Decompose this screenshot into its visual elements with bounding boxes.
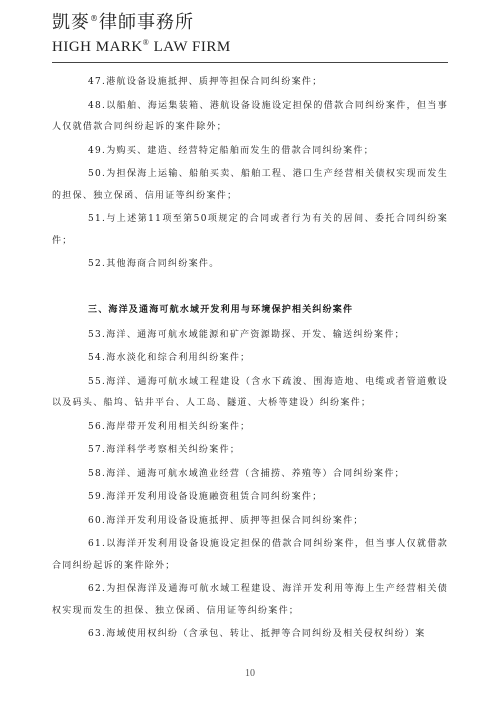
firm-name-english — [52, 34, 452, 56]
list-item: 58.海洋、通海可航水域渔业经营（含捕捞、养殖等）合同纠纷案件； — [88, 468, 405, 479]
registered-mark-icon: ® — [90, 14, 99, 23]
list-item: 59.海洋开发利用设备设施融资租赁合同纠纷案件； — [88, 492, 323, 502]
list-item: 54.海水淡化和综合利用纠纷案件； — [88, 353, 251, 363]
list-item: 55.海洋、通海可航水域工程建设（含水下疏浚、围海造地、电缆或者管道敷设以及码头、船坞、钻井平台、人工岛、隧道、大桥等建设）纠纷案件； — [52, 376, 448, 408]
header-divider — [52, 62, 448, 63]
list-item: 63.海域使用权纠纷（含承包、转让、抵押等合同纠纷及相关侵权纠纷）案 — [88, 629, 426, 639]
list-item: 53.海洋、通海可航水域能源和矿产资源勘探、开发、输送纠纷案件； — [88, 329, 405, 340]
firm-name-en-part1: HIGH MARK — [52, 39, 143, 55]
firm-name-cn-part2: 律師事務所 — [99, 12, 194, 33]
firm-name-cn-part1: 凱麥 — [52, 12, 90, 33]
list-item: 52.其他海商合同纠纷案件。 — [88, 259, 220, 269]
firm-name-en-part2: LAW FIRM — [153, 39, 231, 55]
page-number: 10 — [245, 668, 255, 679]
section-heading: 三、海洋及通海可航水域开发利用与环境保护相关纠纷案件 — [88, 304, 354, 315]
document-body — [52, 72, 448, 648]
list-item: 48.以船舶、海运集装箱、港航设备设施设定担保的借款合同纠纷案件，但当事人仅就借款合同纠纷起诉的案件除外； — [52, 100, 448, 132]
list-item: 49.为购买、建造、经营特定船舶而发生的借款合同纠纷案件； — [88, 145, 375, 156]
firm-name-chinese — [52, 8, 452, 34]
list-item: 61.以海洋开发利用设备设施设定担保的借款合同纠纷案件，但当事人仅就借款合同纠纷起诉的案件除外； — [52, 539, 448, 571]
list-item: 60.海洋开发利用设备设施抵押、质押等担保合同纠纷案件； — [88, 515, 364, 526]
list-item: 51.与上述第11项至第50项规定的合同或者行为有关的居间、委托合同纠纷案件； — [52, 214, 448, 246]
list-item: 62.为担保海洋及通海可航水域工程建设、海洋开发利用等海上生产经营相关债权实现而发生的担保、独立保函、信用证等纠纷案件； — [52, 584, 448, 616]
list-item: 50.为担保海上运输、船舶买卖、船舶工程、港口生产经营相关债权实现而发生的担保、独立保函、信用证等纠纷案件； — [52, 169, 448, 201]
registered-mark-icon: ® — [142, 38, 150, 47]
letterhead — [52, 8, 452, 56]
list-item: 56.海岸带开发利用相关纠纷案件； — [88, 421, 251, 432]
list-item: 47.港航设备设施抵押、质押等担保合同纠纷案件； — [88, 77, 323, 87]
list-item: 57.海洋科学考察相关纠纷案件； — [88, 445, 241, 455]
